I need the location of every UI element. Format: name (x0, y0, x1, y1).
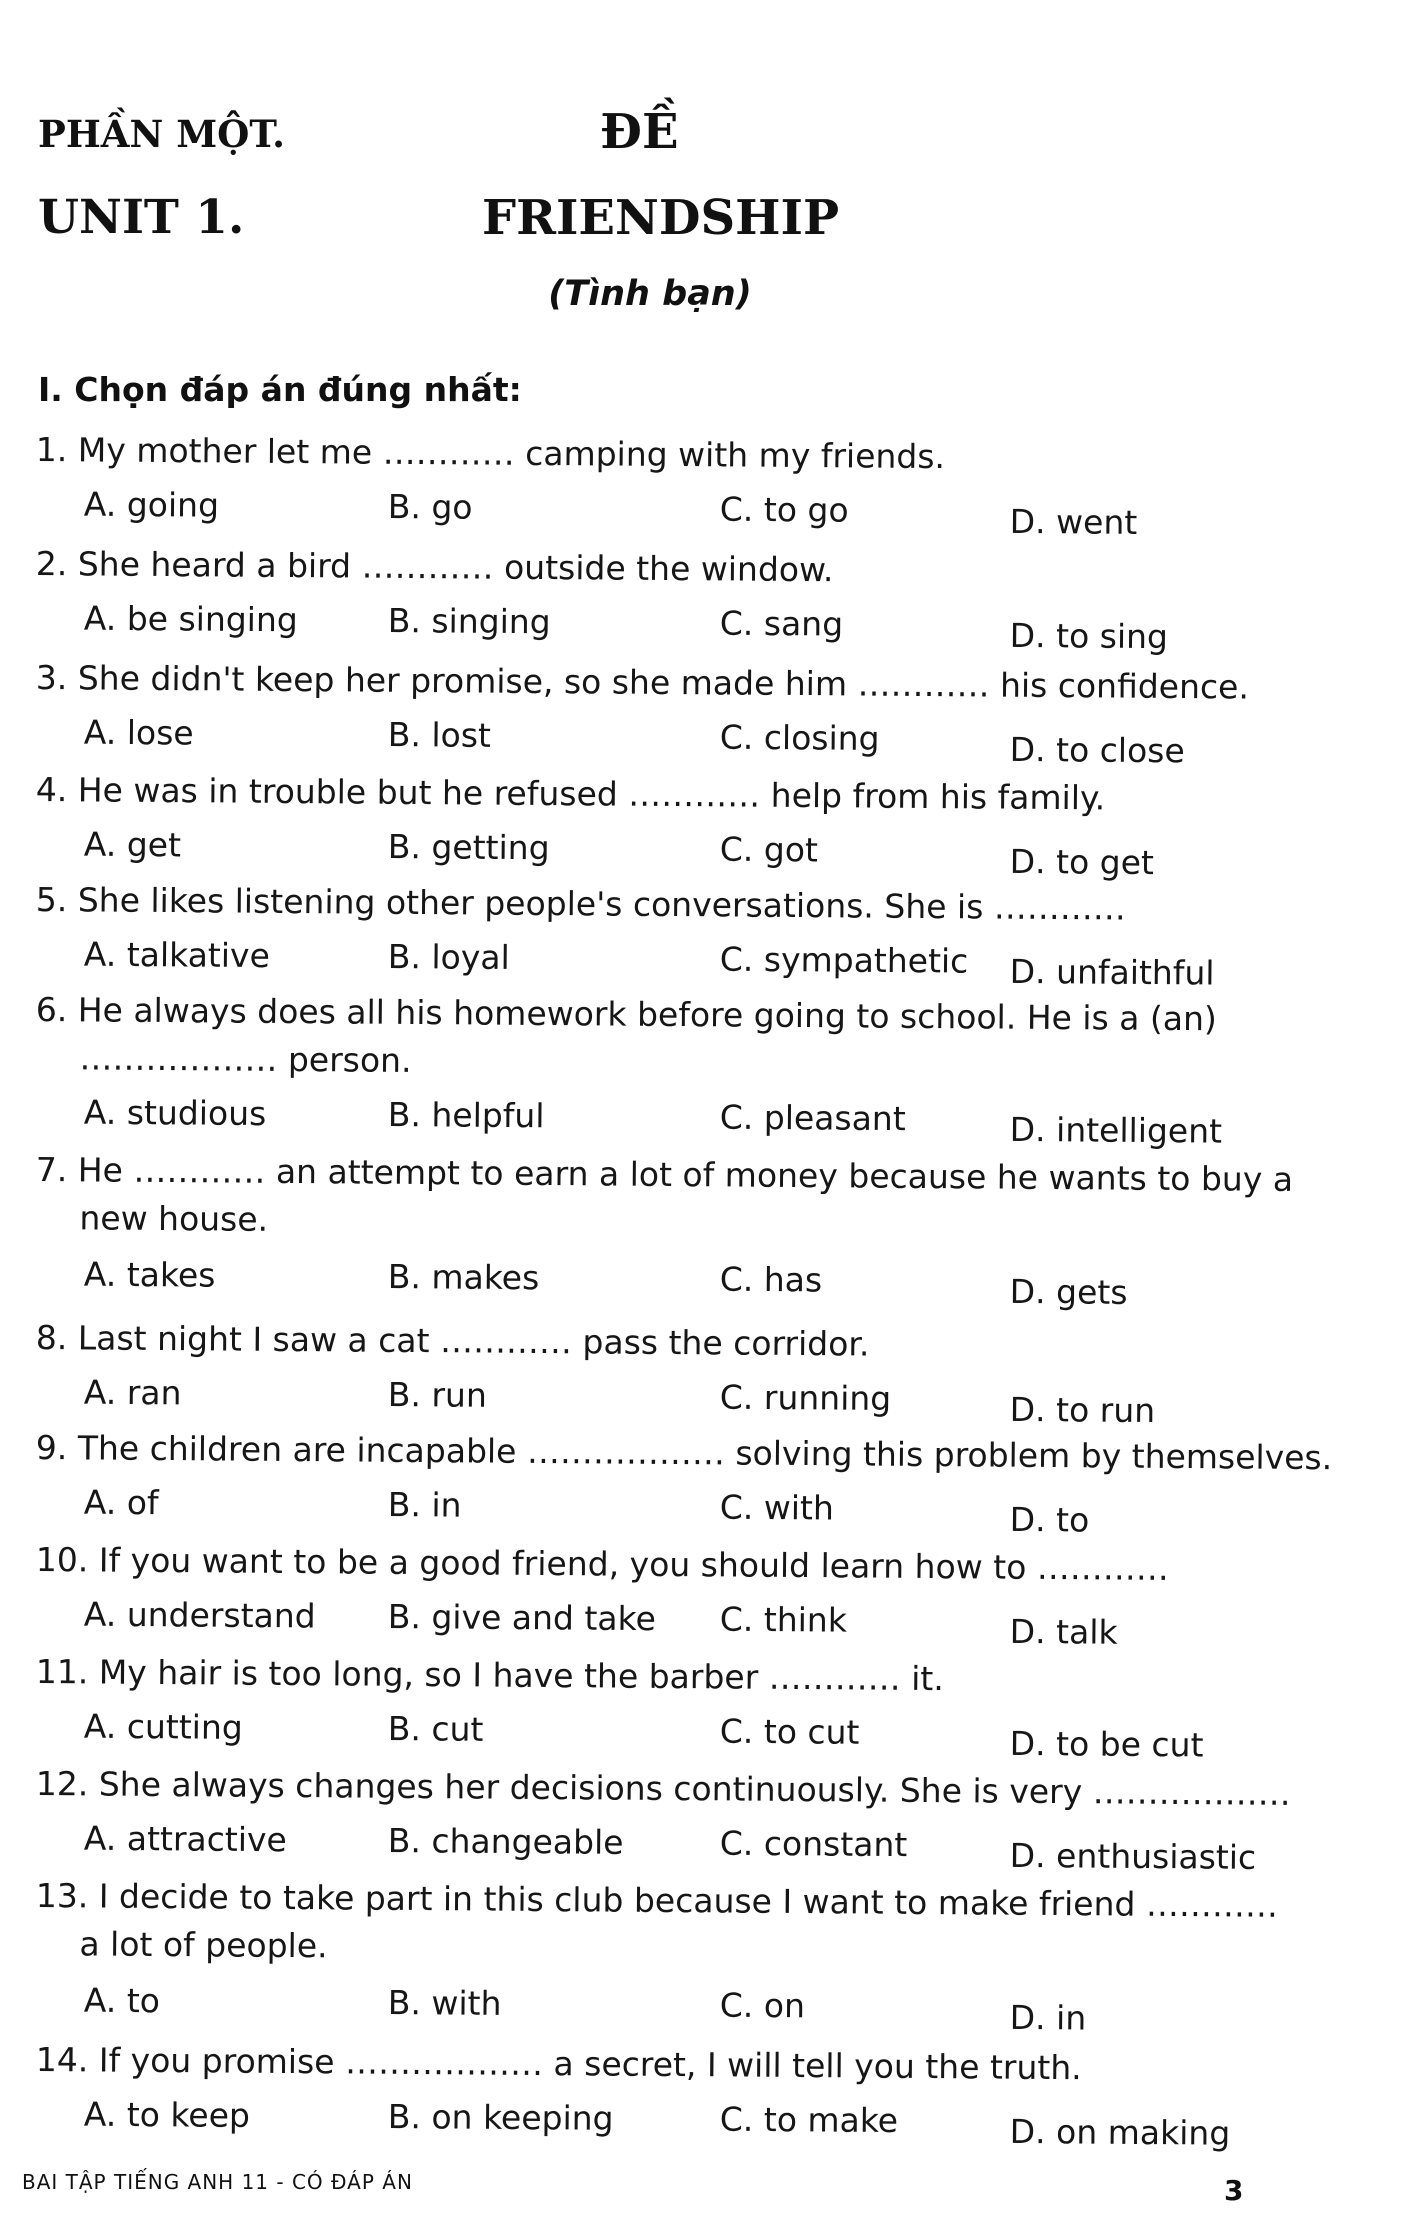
question-text: My mother let me ………… camping with my friends. (77, 430, 946, 477)
option-b: B. cut (387, 1709, 484, 1749)
question-text: She always changes her decisions continuously. She is very ……………… (98, 1764, 1291, 1813)
option-a: A. be singing (83, 598, 298, 640)
question-options (0, 712, 1408, 771)
question-number: 5. (35, 879, 68, 920)
question-number: 4. (35, 769, 68, 810)
option-c: C. to cut (719, 1711, 860, 1752)
option-d: D. to be cut (1009, 1723, 1204, 1765)
option-c: C. sang (719, 603, 844, 644)
question-number: 9. (35, 1427, 68, 1468)
section-heading: I. Chọn đáp án đúng nhất: (38, 370, 522, 409)
option-c: C. to make (719, 2099, 899, 2141)
question-options (0, 1482, 1408, 1541)
option-c: C. has (719, 1259, 823, 1300)
option-b: B. loyal (387, 937, 510, 978)
option-a: A. to (83, 1980, 161, 2021)
option-b: B. getting (387, 827, 550, 868)
question-options (0, 1092, 1408, 1151)
question-text: She likes listening other people's conversations. She is ………… (77, 880, 1127, 928)
question-number: 14. (35, 2039, 89, 2080)
option-b: B. go (387, 487, 473, 527)
question-text: He ………… an attempt to earn a lot of money because he wants to buy a (77, 1150, 1294, 1199)
option-c: C. closing (719, 717, 880, 758)
question-options (0, 2094, 1408, 2153)
option-d: D. talk (1009, 1611, 1118, 1652)
question-text: She heard a bird ………… outside the window. (77, 544, 834, 590)
option-b: B. lost (387, 715, 492, 755)
question-stem (36, 1760, 1316, 1818)
question-text-continued: a lot of people. (79, 1924, 328, 1966)
de-title: ĐỀ (600, 104, 679, 160)
question-number: 12. (35, 1763, 89, 1804)
option-a: A. takes (83, 1254, 216, 1295)
option-c: C. constant (719, 1823, 908, 1865)
question-options (0, 484, 1408, 543)
option-b: B. makes (387, 1257, 540, 1298)
question-options (0, 934, 1408, 993)
question-text: She didn't keep her promise, so she made him ………… his confidence. (77, 658, 1250, 707)
question-text-continued: ……………… person. (79, 1038, 412, 1080)
option-c: C. got (719, 829, 819, 870)
question-text: If you want to be a good friend, you should learn how to ………… (98, 1540, 1170, 1588)
footer-book-title: BAI TẬP TIẾNG ANH 11 - CÓ ĐÁP ÁN (22, 2170, 413, 2194)
unit-label: UNIT 1. (38, 190, 245, 245)
option-d: D. to get (1009, 841, 1155, 883)
option-a: A. lose (83, 712, 194, 753)
question-options (0, 1372, 1408, 1431)
question-number: 1. (35, 429, 68, 470)
option-b: B. with (387, 1983, 502, 2023)
question-stem (36, 2036, 1316, 2094)
question-stem (36, 426, 1316, 484)
option-b: B. singing (387, 601, 551, 642)
question-stem (36, 876, 1316, 934)
option-a: A. to keep (83, 2094, 251, 2135)
option-c: C. pleasant (719, 1097, 906, 1139)
option-b: B. run (387, 1375, 488, 1415)
question-text: The children are incapable ……………… solving this problem by themselves. (77, 1428, 1333, 1478)
question-stem (35, 986, 1316, 1092)
option-a: A. studious (83, 1092, 267, 1134)
page-number: 3 (1224, 2174, 1244, 2207)
option-d: D. to sing (1009, 615, 1169, 657)
question-options (0, 1594, 1408, 1653)
option-a: A. attractive (83, 1818, 287, 1860)
question-options (0, 598, 1408, 657)
option-d: D. unfaithful (1009, 951, 1215, 993)
question-stem (36, 766, 1316, 824)
option-c: C. with (719, 1487, 835, 1528)
option-a: A. going (83, 484, 220, 525)
option-b: B. on keeping (387, 2097, 614, 2138)
option-c: C. on (719, 1985, 806, 2026)
question-text: If you promise ……………… a secret, I will tell you the truth. (98, 2040, 1082, 2088)
option-a: A. talkative (83, 934, 270, 976)
question-stem (36, 540, 1316, 598)
option-a: A. ran (83, 1372, 182, 1413)
option-d: D. went (1009, 501, 1138, 542)
question-number: 10. (35, 1539, 89, 1580)
question-stem (36, 1536, 1316, 1594)
option-d: D. to (1009, 1499, 1090, 1540)
question-stem (36, 1648, 1316, 1706)
unit-subtitle: (Tình bạn) (548, 274, 752, 314)
question-text: He always does all his homework before going to school. He is a (an) (77, 990, 1218, 1039)
question-text: I decide to take part in this club because I want to make friend ………… (98, 1876, 1279, 1925)
question-number: 11. (35, 1651, 89, 1692)
option-d: D. enthusiastic (1009, 1835, 1257, 1877)
question-options (0, 1706, 1408, 1765)
question-text: Last night I saw a cat ………… pass the corridor. (77, 1318, 870, 1364)
question-stem (35, 1872, 1316, 1978)
option-d: D. in (1009, 1997, 1087, 2038)
option-a: A. get (83, 824, 182, 865)
question-stem (36, 1314, 1316, 1372)
question-options (0, 1980, 1408, 2039)
option-a: A. of (83, 1482, 159, 1523)
option-c: C. to go (719, 489, 849, 530)
question-text-continued: new house. (79, 1198, 269, 1239)
question-number: 2. (35, 543, 68, 584)
question-number: 3. (35, 657, 68, 698)
option-d: D. to run (1009, 1389, 1156, 1431)
part-label: PHẦN MỘT. (38, 112, 286, 156)
question-number: 13. (35, 1875, 89, 1916)
question-options (0, 824, 1408, 883)
option-d: D. on making (1009, 2111, 1231, 2153)
option-b: B. changeable (387, 1821, 624, 1862)
option-d: D. intelligent (1009, 1109, 1223, 1151)
option-d: D. to close (1009, 729, 1185, 771)
question-number: 7. (35, 1149, 68, 1190)
question-text: He was in trouble but he refused ………… help from his family. (77, 770, 1106, 818)
question-stem (36, 654, 1316, 712)
option-c: C. sympathetic (719, 939, 969, 981)
question-options (0, 1254, 1408, 1313)
question-text: My hair is too long, so I have the barber ………… it. (98, 1652, 944, 1699)
option-b: B. in (387, 1485, 462, 1525)
option-b: B. helpful (387, 1095, 545, 1136)
question-options (0, 1818, 1408, 1877)
unit-title: FRIENDSHIP (482, 190, 840, 246)
option-a: A. understand (83, 1594, 316, 1636)
question-number: 6. (35, 989, 68, 1030)
option-a: A. cutting (83, 1706, 243, 1747)
question-stem (35, 1146, 1316, 1252)
option-b: B. give and take (387, 1597, 657, 1639)
question-stem (35, 1424, 1333, 1482)
option-c: C. running (719, 1377, 892, 1418)
option-c: C. think (719, 1599, 848, 1640)
question-number: 8. (35, 1317, 68, 1358)
option-d: D. gets (1009, 1271, 1128, 1312)
